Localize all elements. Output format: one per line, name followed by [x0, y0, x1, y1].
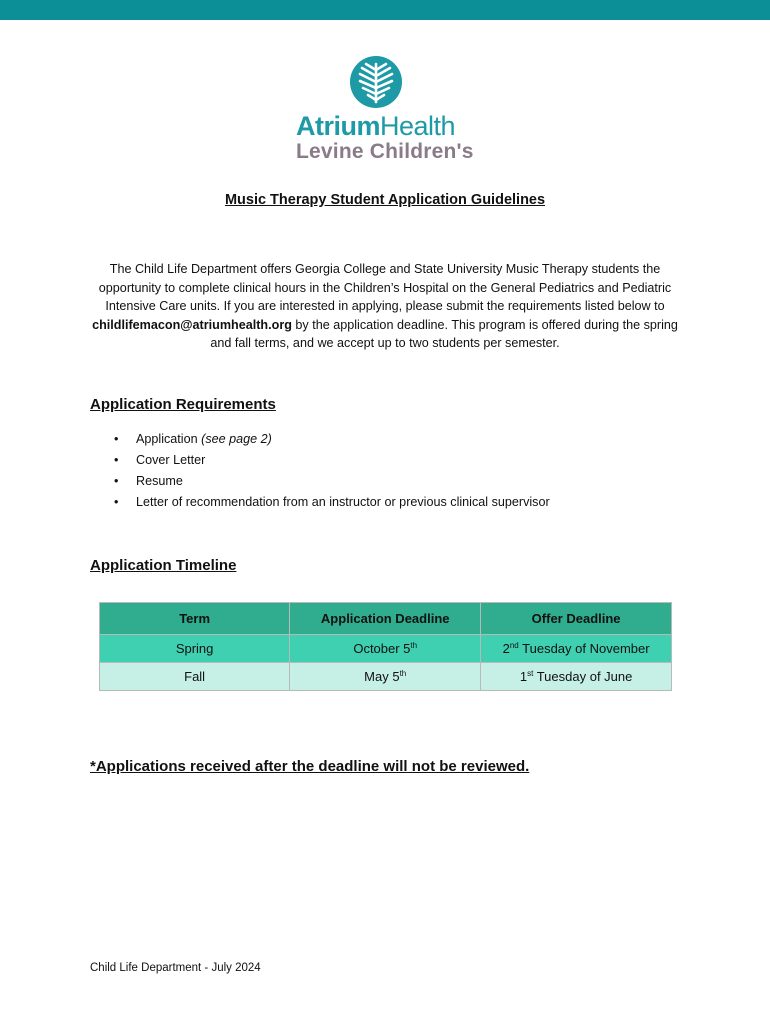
bullet: •: [114, 474, 119, 488]
bullet: •: [114, 495, 119, 509]
atrium-health-logo: [290, 54, 480, 164]
bullet: •: [114, 453, 119, 467]
header-bar: [0, 0, 770, 20]
list-item-label: Resume: [136, 474, 183, 488]
deadline-cell: May 5th: [290, 663, 481, 691]
deadline-warning: *Applications received after the deadline will not be reviewed.: [90, 758, 530, 775]
bullet: •: [114, 432, 119, 446]
table-row: [100, 635, 672, 663]
requirements-heading: Application Requirements: [90, 396, 276, 413]
subbrand-name: Levine Children's: [296, 140, 474, 163]
brand-name: AtriumHealth: [296, 111, 456, 141]
intro-paragraph: [88, 260, 682, 353]
offer-cell: 2nd Tuesday of November: [481, 635, 672, 663]
intro-text-1: The Child Life Department offers Georgia College and State University Music Therapy students the opportunity to complete clinical hours in the Children’s Hospital on the General Pediatrics and Pediatric Intensive Care units. If you are interested in applying, please submit the requirements listed below to: [98, 262, 672, 314]
list-item: [90, 472, 550, 493]
requirements-list: [90, 430, 550, 514]
contact-email: childlifemacon@atriumhealth.org: [92, 317, 292, 332]
list-item-label: Application: [136, 432, 198, 446]
list-item: [90, 493, 550, 514]
timeline-table: [99, 602, 672, 691]
document-title: Music Therapy Student Application Guidelines: [224, 192, 546, 208]
column-header-offer-deadline: Offer Deadline: [481, 603, 672, 635]
list-item: [90, 430, 550, 451]
deadline-cell: October 5th: [290, 635, 481, 663]
offer-cell: 1st Tuesday of June: [481, 663, 672, 691]
timeline-heading: Application Timeline: [90, 557, 237, 574]
intro-text-2: by the application deadline. This program is offered during the spring and fall terms, and we accept up to two students per semester.: [210, 317, 678, 351]
list-item-label: Letter of recommendation from an instructor or previous clinical supervisor: [136, 495, 550, 509]
term-cell: Spring: [100, 635, 290, 663]
table-header-row: [100, 603, 672, 635]
column-header-term: Term: [100, 603, 290, 635]
list-item: [90, 451, 550, 472]
list-item-label: Cover Letter: [136, 453, 206, 467]
tree-leaf-icon: [346, 54, 406, 110]
column-header-application-deadline: Application Deadline: [290, 603, 481, 635]
table-row: [100, 663, 672, 691]
page-footer: Child Life Department - July 2024: [90, 962, 261, 974]
term-cell: Fall: [100, 663, 290, 691]
list-item-note: (see page 2): [201, 432, 272, 446]
